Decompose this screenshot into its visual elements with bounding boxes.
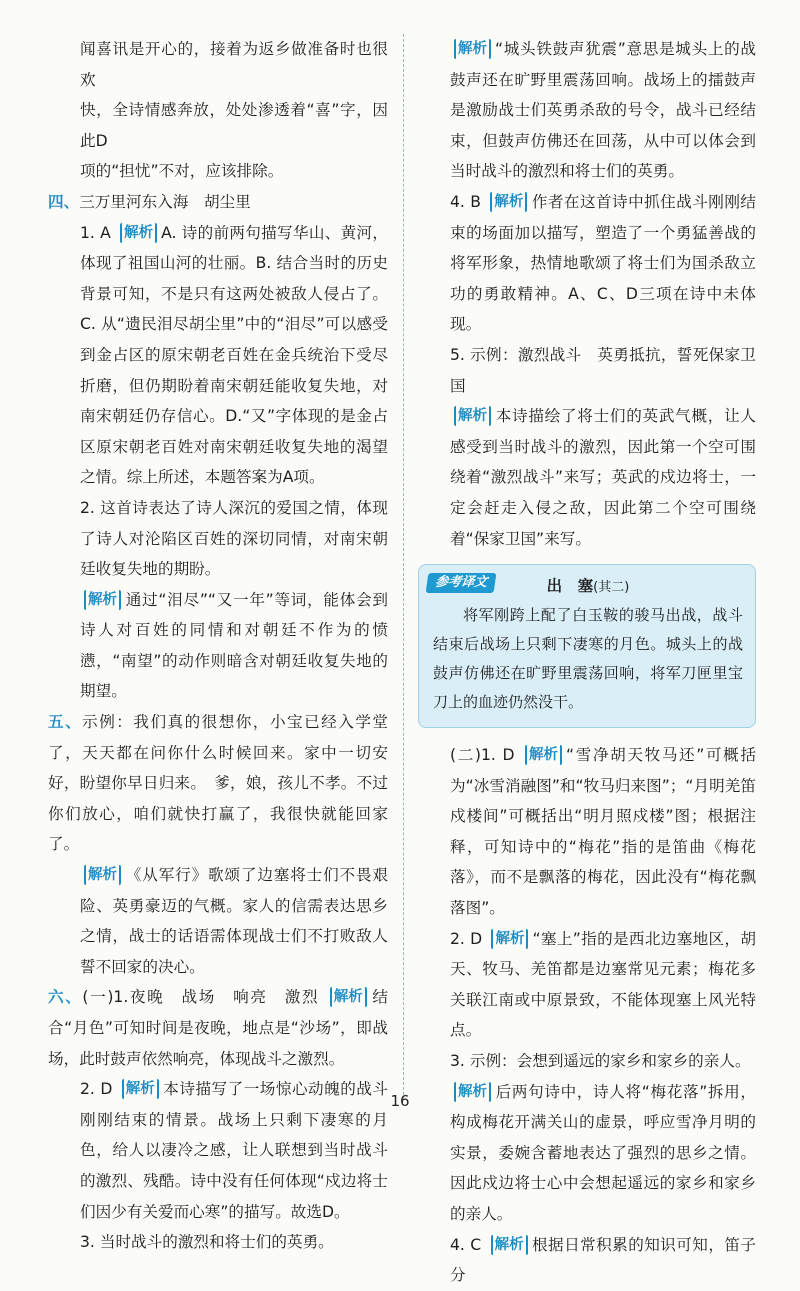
sec4-q2-text: 这首诗表达了诗人深沉的爱国之情，体现了诗人对沦陷区百姓的深切同情，对南宋朝廷收复失地的期盼。: [80, 498, 388, 579]
sec4-q1: [48, 218, 388, 493]
sec4-q2-number: 2.: [80, 498, 95, 517]
part2-q4-number: 4. C: [450, 1235, 482, 1254]
sec6-q2-number: 2. D: [80, 1080, 113, 1099]
sec6-q1-answer: 夜晚 战场 响亮 激烈: [128, 988, 320, 1007]
section-6-number: 六、: [48, 988, 83, 1007]
translation-label: 参考译文: [426, 573, 497, 593]
continued-line-2: 快，全诗情感奔放，处处渗透着“喜”字，因此D: [80, 101, 388, 150]
translation-header: [433, 571, 743, 601]
analysis-tag: 解析: [122, 1079, 159, 1099]
analysis-tag: 解析: [454, 406, 491, 426]
sec6-q5-analysis-text: 本诗描绘了将士们的英武气概，让人感受到当时战斗的激烈，因此第一个空可围绕着“激烈战斗”来写；英武的戍边将士，一定会赶走入侵之敌，因此第二个空可围绕着“保家卫国”来写。: [450, 407, 756, 548]
section-5-text: 示例：我们真的很想你，小宝已经入学堂了，天天都在问你什么时候回来。家中一切安好，盼望你早日归来。 爹，娘，孩儿不孝。不过你们放心，咱们就快打赢了，我很快就能回家了。: [48, 713, 388, 854]
sec4-q2-analysis: [48, 585, 388, 707]
poem-title: 出 塞: [546, 577, 594, 596]
page-number: 16: [390, 1092, 410, 1110]
sec4-q2: [48, 493, 388, 585]
analysis-tag: 解析: [491, 929, 528, 949]
analysis-tag: 解析: [330, 987, 367, 1007]
reference-translation-box: [418, 564, 756, 728]
poem-title-sub: (其二): [593, 580, 630, 596]
sec6-q1-text: 结合“月色”可知时间是夜晚，地点是“沙场”，即战场，此时鼓声依然响亮，体现战斗之激烈。: [48, 988, 388, 1068]
section-4-title: 三万里河东入海 胡尘里: [79, 192, 251, 211]
section-6-q1: [48, 982, 388, 1074]
left-column: [48, 34, 388, 1258]
sec6-q2-text: 本诗描写了一场惊心动魄的战斗刚刚结束的情景。战场上只剩下凄寒的月色，给人以凄冷之感，让人联想到当时战斗的激烈、残酷。诗中没有任何体现“戍边将士们因少有关爱而心寒”的描写。故选D。: [80, 1080, 388, 1221]
part2-q3-analysis-text: 后两句诗中，诗人将“梅花落”拆用，构成梅花开满关山的虚景，呼应雪净月明的实景，委婉含蓄地表达了强烈的思乡之情。因此戍边将士心中会想起遥远的家乡和家乡的亲人。: [450, 1082, 756, 1223]
part2-q2: [418, 924, 756, 1046]
sec6-q4-number: 4. B: [450, 192, 481, 211]
analysis-tag: 解析: [491, 1235, 528, 1255]
continued-line-3: 项的“担忧”不对，应该排除。: [80, 162, 284, 181]
analysis-tag: 解析: [525, 745, 562, 765]
sec6-q5-analysis: [418, 401, 756, 554]
part2-q3-number: 3.: [450, 1052, 465, 1071]
analysis-tag: 解析: [454, 1082, 491, 1102]
part2-q2-text: “塞上”指的是西北边塞地区，胡天、牧马、羌笛都是边塞常见元素；梅花多关联江南或中原景致，不能体现塞上风光特点。: [450, 929, 756, 1040]
section-4-heading: [48, 187, 388, 218]
section-5: [48, 707, 388, 860]
section-5-analysis-text: 《从军行》歌颂了边塞将士们不畏艰险、英勇豪迈的气概。家人的信需表达思乡之情，战士的话语需体现战士们不打败敌人誓不回家的决心。: [80, 866, 388, 976]
part2-q4: [418, 1230, 756, 1291]
sec6-q4: [418, 187, 756, 340]
part2-q2-number: 2. D: [450, 929, 483, 948]
part2-q3-text: 示例：会想到遥远的家乡和家乡的亲人。: [469, 1052, 751, 1071]
analysis-tag: 解析: [454, 39, 491, 59]
section-5-analysis: [48, 860, 388, 982]
sec6-q3-analysis: [418, 34, 756, 187]
sec6-q5-text: 示例：激烈战斗 英勇抵抗，誓死保家卫国: [450, 345, 756, 395]
analysis-tag: 解析: [84, 865, 121, 885]
analysis-tag: 解析: [120, 223, 157, 243]
analysis-tag: 解析: [84, 590, 121, 610]
sec6-q1-prefix: (一)1.: [82, 988, 129, 1007]
part2-q4-text: 根据日常积累的知识可知，笛子分: [450, 1235, 756, 1285]
sec6-q3-text: 当时战斗的激烈和将士们的英勇。: [99, 1233, 334, 1252]
analysis-tag: 解析: [490, 192, 527, 212]
sec4-q2-analysis-text: 通过“泪尽”“又一年”等词，能体会到诗人对百姓的同情和对朝廷不作为的愤懑，“南望”的动作则暗含对朝廷收复失地的期望。: [80, 590, 388, 701]
sec6-q3: [48, 1227, 388, 1258]
sec6-q3-number: 3.: [80, 1233, 95, 1252]
section-4-number: 四、: [48, 192, 80, 211]
part2-q1: [418, 740, 756, 924]
column-divider: [403, 34, 404, 1100]
part2-q3: [418, 1046, 756, 1077]
sec6-q5: [418, 340, 756, 401]
sec4-q1-number: 1. A: [80, 223, 111, 242]
sec6-q5-number: 5.: [450, 345, 465, 364]
section-5-number: 五、: [48, 713, 83, 732]
part2-q1-number: (二)1. D: [450, 746, 515, 765]
sec4-q1-text: A. 诗的前两句描写华山、黄河，体现了祖国山河的壮丽。B. 结合当时的历史背景可知，不是只有这两处被敌人侵占了。C. 从“遗民泪尽胡尘里”中的“泪尽”可以感受到金占区的原宋朝老百姓在金兵统治下受尽折磨，但仍期盼着南宋朝廷能收复失地，对南宋朝廷仍存信心。D.“又”字体现的是金占区原宋朝老百姓对南宋朝廷收复失地的渴望之情。综上所述，本题答案为A项。: [80, 223, 388, 487]
translation-text: 将军刚跨上配了白玉鞍的骏马出战，战斗结束后战场上只剩下凄寒的月色。城头上的战鼓声仿佛还在旷野里震荡回响，将军刀匣里宝刀上的血迹仍然没干。: [433, 606, 743, 712]
part2-q1-text: “雪净胡天牧马还”可概括为“冰雪消融图”和“牧马归来图”；“月明羌笛戍楼间”可概括出“明月照戍楼”图；根据注释，可知诗中的“梅花”指的是笛曲《梅花落》，而不是飘落的梅花，因此没有“梅花飘落图”。: [450, 746, 756, 918]
sec6-q4-text: 作者在这首诗中抓住战斗刚刚结束的场面加以描写，塑造了一个勇猛善战的将军形象，热情地歌颂了将士们为国杀敌立功的勇敢精神。A、C、D三项在诗中未体现。: [450, 192, 756, 334]
continued-line-1: 闻喜讯是开心的，接着为返乡做准备时也很欢: [80, 40, 388, 89]
sec6-q3-analysis-text: “城头铁鼓声犹震”意思是城头上的战鼓声还在旷野里震荡回响。战场上的擂鼓声是激励战士们英勇杀敌的号令，战斗已经结束，但鼓声仿佛还在回荡，从中可以体会到当时战斗的激烈和将士们的英勇。: [450, 40, 756, 181]
